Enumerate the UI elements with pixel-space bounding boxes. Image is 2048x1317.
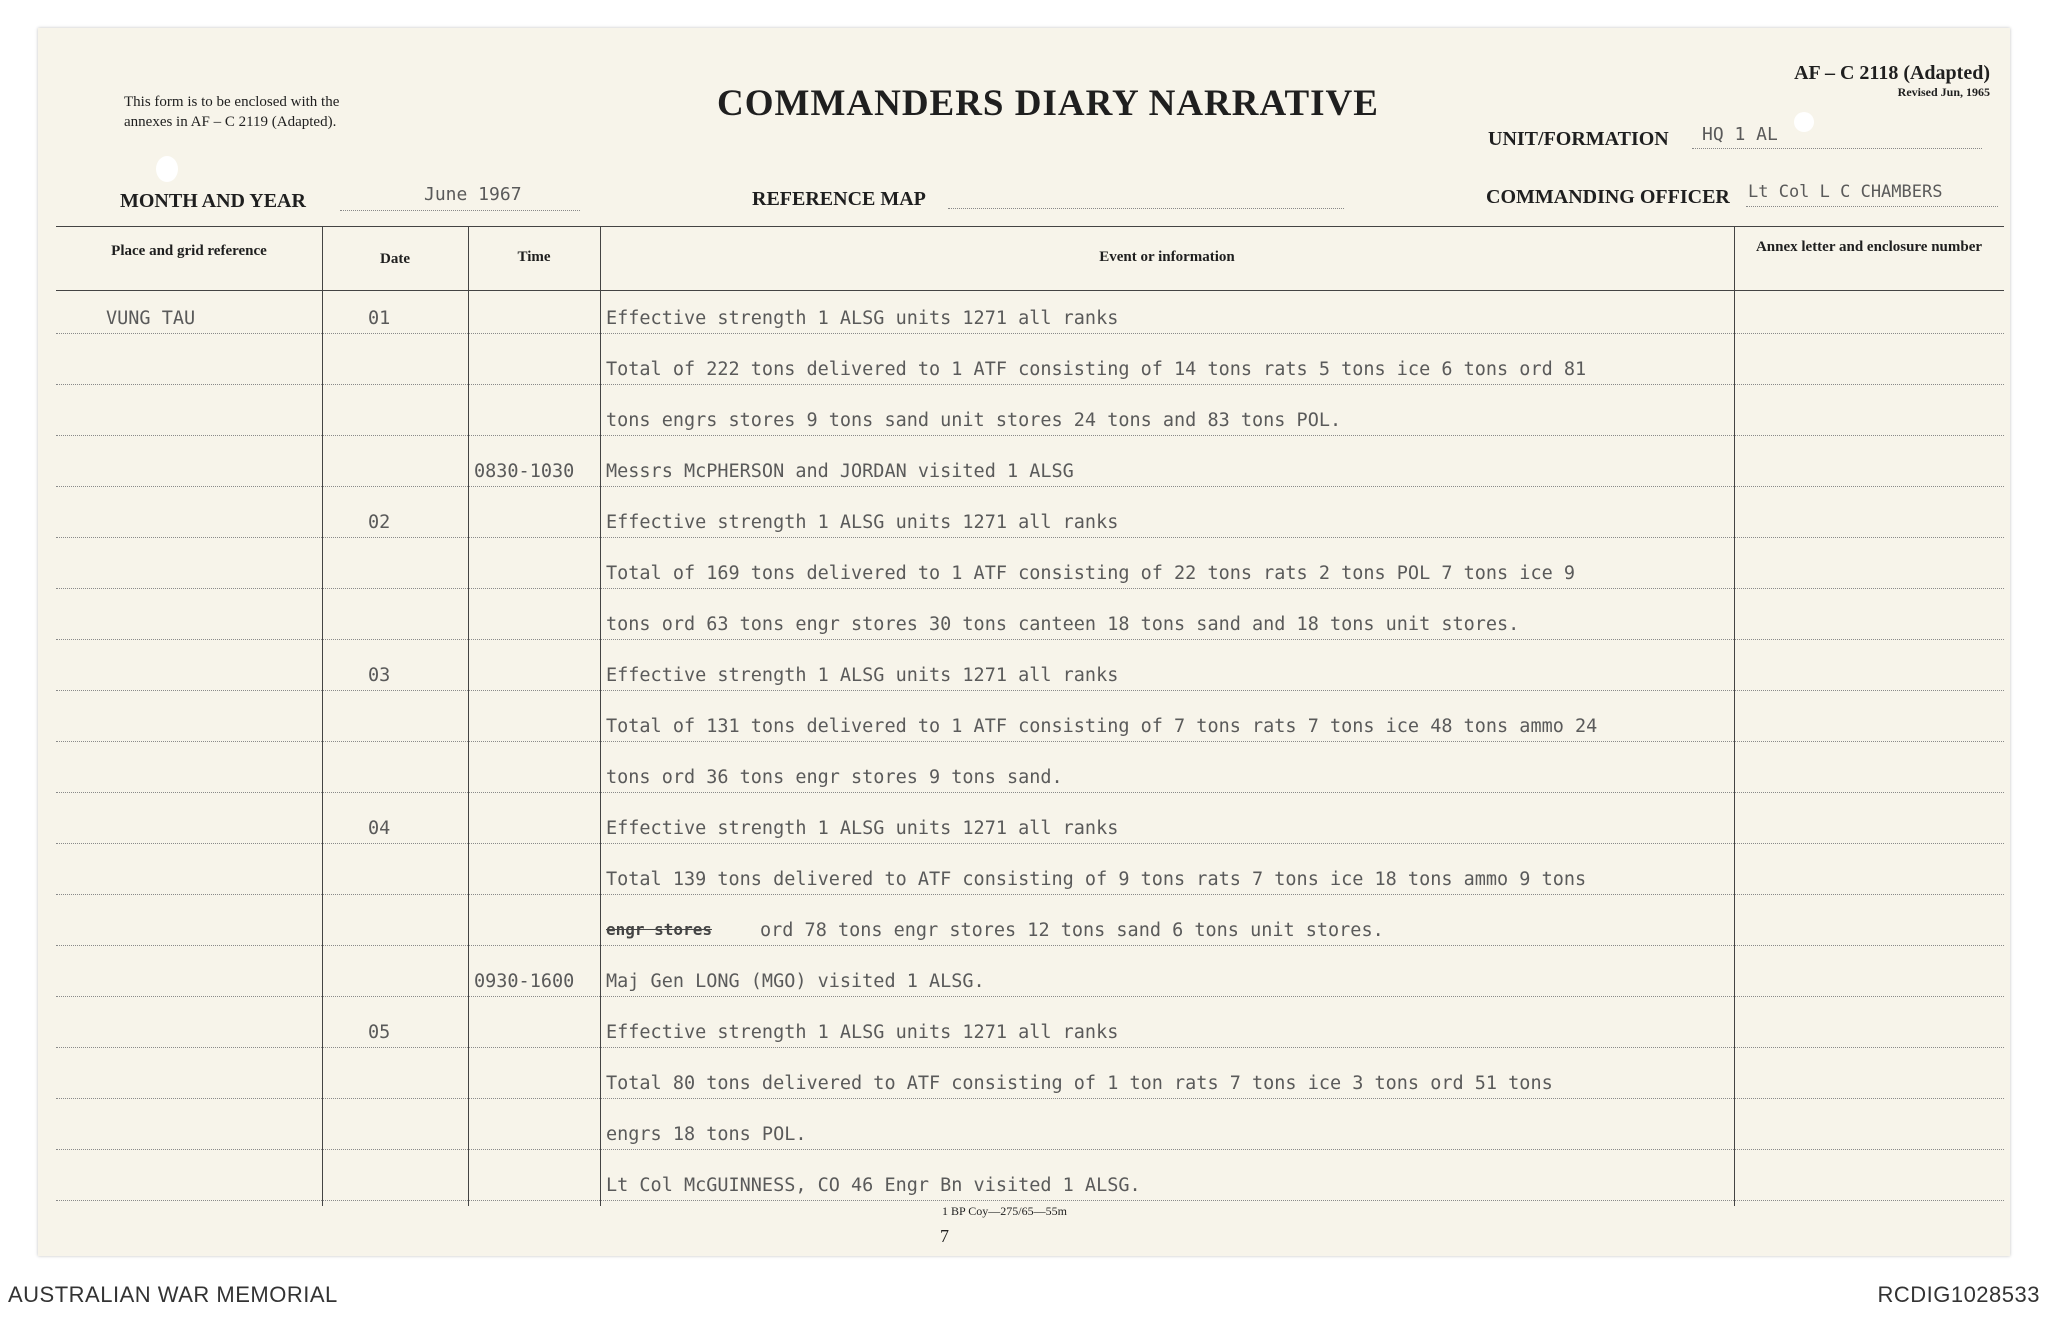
reference-map-label: REFERENCE MAP [752, 188, 926, 210]
event-cell: Lt Col McGUINNESS, CO 46 Engr Bn visited 1 ALSG. [606, 1175, 1141, 1196]
diary-form-sheet [38, 28, 2010, 1256]
event-cell: Effective strength 1 ALSG units 1271 all ranks [606, 512, 1119, 533]
event-cell: tons engrs stores 9 tons sand unit stores 24 tons and 83 tons POL. [606, 410, 1342, 431]
row-rule [56, 792, 2004, 793]
column-divider [600, 226, 601, 1206]
time-cell: 0930-1600 [474, 971, 575, 992]
unit-formation-field [1692, 124, 1982, 149]
form-instruction-note [124, 92, 464, 132]
row-rule [56, 843, 2004, 844]
month-year-label: MONTH AND YEAR [120, 190, 306, 212]
form-number-block [1794, 62, 1990, 100]
event-cell: Effective strength 1 ALSG units 1271 all ranks [606, 818, 1119, 839]
date-cell: 02 [368, 512, 391, 533]
header-event: Event or information [1099, 249, 1235, 265]
row-rule [56, 690, 2004, 691]
note-line: annexes in AF – C 2119 (Adapted). [124, 114, 337, 130]
row-rule [56, 741, 2004, 742]
event-cell: Messrs McPHERSON and JORDAN visited 1 ALSG [606, 461, 1074, 482]
note-line: This form is to be enclosed with the [124, 94, 340, 110]
event-cell: Total of 169 tons delivered to 1 ATF consisting of 22 tons rats 2 tons POL 7 tons ice 9 [606, 563, 1576, 584]
event-cell: Effective strength 1 ALSG units 1271 all ranks [606, 665, 1119, 686]
punch-hole [156, 156, 178, 182]
unit-formation-label: UNIT/FORMATION [1488, 128, 1669, 150]
date-cell: 01 [368, 308, 391, 329]
reference-map-field [948, 184, 1344, 209]
commanding-officer-field [1746, 182, 1998, 207]
time-cell: 0830-1030 [474, 461, 575, 482]
event-cell: Total of 131 tons delivered to 1 ATF consisting of 7 tons rats 7 tons ice 48 tons ammo 24 [606, 716, 1598, 737]
row-rule [56, 1098, 2004, 1099]
event-cell: Total 80 tons delivered to ATF consisting of 1 ton rats 7 tons ice 3 tons ord 51 tons [606, 1073, 1553, 1094]
row-rule [56, 894, 2004, 895]
header-annex: Annex letter and enclosure number [1755, 239, 1983, 255]
event-cell: engrs 18 tons POL. [606, 1124, 807, 1145]
commanding-officer-label: COMMANDING OFFICER [1486, 186, 1730, 208]
column-divider [1734, 226, 1735, 1206]
column-divider [322, 226, 323, 1206]
row-rule [56, 996, 2004, 997]
header-date: Date [380, 251, 410, 267]
place-cell: VUNG TAU [106, 308, 196, 329]
event-cell: Effective strength 1 ALSG units 1271 all ranks [606, 1022, 1119, 1043]
date-cell: 03 [368, 665, 391, 686]
archive-reference-id: RCDIG1028533 [1877, 1282, 2040, 1307]
row-rule [56, 333, 2004, 334]
printer-mark: 1 BP Coy—275/65—55m [942, 1204, 1067, 1218]
event-cell: Effective strength 1 ALSG units 1271 all ranks [606, 308, 1119, 329]
struck-text: engr stores [606, 920, 712, 939]
row-rule [56, 639, 2004, 640]
form-revision: Revised Jun, 1965 [1897, 85, 1990, 99]
row-rule [56, 384, 2004, 385]
row-rule [56, 945, 2004, 946]
date-cell: 05 [368, 1022, 391, 1043]
month-year-field [340, 184, 580, 211]
row-rule [56, 537, 2004, 538]
event-cell: Total 139 tons delivered to ATF consisting of 9 tons rats 7 tons ice 18 tons ammo 9 tons [606, 869, 1587, 890]
month-year-value: June 1967 [424, 184, 522, 205]
commanding-officer-value: Lt Col L C CHAMBERS [1748, 182, 1943, 202]
column-divider [468, 226, 469, 1206]
event-cell: Maj Gen LONG (MGO) visited 1 ALSG. [606, 971, 985, 992]
unit-formation-value: HQ 1 AL [1702, 124, 1778, 145]
row-rule [56, 1200, 2004, 1201]
row-rule [56, 486, 2004, 487]
row-rule [56, 435, 2004, 436]
header-time: Time [517, 249, 551, 265]
event-cell: Total of 222 tons delivered to 1 ATF consisting of 14 tons rats 5 tons ice 6 tons ord 81 [606, 359, 1587, 380]
archive-credit: AUSTRALIAN WAR MEMORIAL [8, 1282, 338, 1307]
event-cell: tons ord 36 tons engr stores 9 tons sand. [606, 767, 1063, 788]
row-rule [56, 1149, 2004, 1150]
table-top-border [56, 226, 2004, 227]
form-title: COMMANDERS DIARY NARRATIVE [717, 83, 1379, 124]
page-mark: 7 [940, 1226, 949, 1246]
row-rule [56, 588, 2004, 589]
table-header-border [56, 290, 2004, 291]
header-place: Place and grid reference [111, 243, 267, 259]
date-cell: 04 [368, 818, 391, 839]
event-cell: ord 78 tons engr stores 12 tons sand 6 tons unit stores. [760, 920, 1384, 941]
form-number: AF – C 2118 (Adapted) [1794, 62, 1990, 84]
row-rule [56, 1047, 2004, 1048]
event-cell: tons ord 63 tons engr stores 30 tons canteen 18 tons sand and 18 tons unit stores. [606, 614, 1520, 635]
